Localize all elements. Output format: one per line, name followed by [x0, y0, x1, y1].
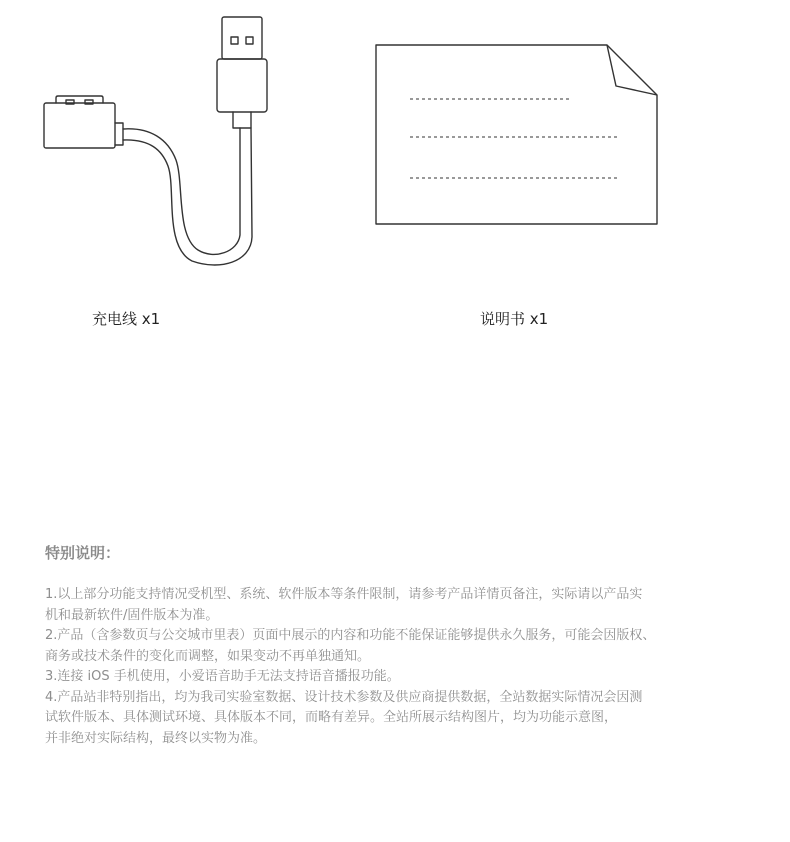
- note-item: 4.产品站非特别指出，均为我司实验室数据、设计技术参数及供应商提供数据，全站数据实际情况会因测 试软件版本、具体测试环境、具体版本不同，而略有差异。全站所展示结构图片，均为功能示意图， 并非绝对实际结构，最终以实物为准。: [45, 689, 643, 746]
- notes-title: 特别说明：: [45, 544, 121, 562]
- charging-cable-icon: [44, 17, 267, 265]
- package-contents-illustration: [0, 0, 790, 300]
- notes-list: [45, 585, 765, 749]
- special-notes: [45, 542, 765, 749]
- cable-caption: 充电线 x1: [92, 310, 161, 328]
- note-item: 3.连接 iOS 手机使用，小爱语音助手无法支持语音播报功能。: [45, 669, 400, 684]
- manual-caption: 说明书 x1: [480, 310, 549, 328]
- note-item: 1.以上部分功能支持情况受机型、系统、软件版本等条件限制，请参考产品详情页备注，实际请以产品实 机和最新软件/固件版本为准。: [45, 587, 643, 623]
- manual-document-icon: [376, 45, 657, 224]
- note-item: 2.产品（含参数页与公交城市里表）页面中展示的内容和功能不能保证能够提供永久服务，可能会因版权、 商务或技术条件的变化而调整，如果变动不再单独通知。: [45, 628, 656, 664]
